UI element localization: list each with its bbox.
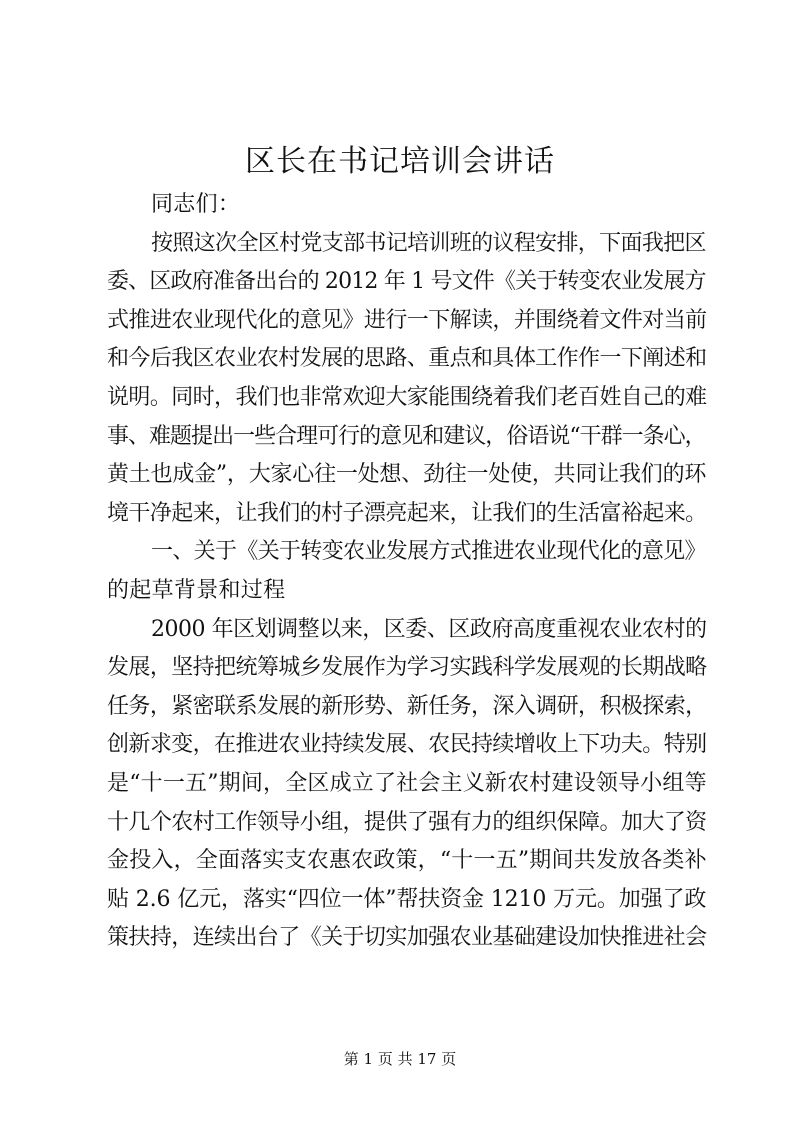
text-line: 和今后我区农业农村发展的思路、重点和具体工作作一下阐述和	[107, 346, 707, 372]
text-line: 是“十一五”期间，全区成立了社会主义新农村建设领导小组等	[107, 770, 707, 796]
text-line: 同志们：	[151, 192, 241, 217]
text-line: 贴 2.6 亿元，落实“四位一体”帮扶资金 1210 万元。加强了政	[107, 886, 707, 912]
text-line: 策扶持，连续出台了《关于切实加强农业基础建设加快推进社会	[107, 925, 707, 951]
document-title: 区长在书记培训会讲话	[245, 144, 555, 179]
text-line: 按照这次全区村党支部书记培训班的议程安排，下面我把区	[151, 230, 706, 256]
text-line: 的起草背景和过程	[107, 577, 286, 603]
text-line: 一、关于《关于转变农业发展方式推进农业现代化的意见》	[151, 539, 706, 565]
text-line: 说明。同时，我们也非常欢迎大家能围绕着我们老百姓自己的难	[107, 384, 707, 410]
text-line: 委、区政府准备出台的 2012 年 1 号文件《关于转变农业发展方	[107, 269, 706, 295]
text-line: 黄土也成金”，大家心往一处想、劲往一处使，共同让我们的环	[107, 462, 707, 488]
text-line: 境干净起来，让我们的村子漂亮起来，让我们的生活富裕起来。	[107, 500, 707, 526]
page-footer: 第 1 页 共 17 页	[343, 1050, 457, 1068]
text-line: 事、难题提出一些合理可行的意见和建议，俗语说“干群一条心，	[107, 423, 706, 449]
document-body	[107, 186, 707, 958]
text-line: 发展，坚持把统筹城乡发展作为学习实践科学发展观的长期战略	[107, 655, 707, 681]
text-line: 创新求变，在推进农业持续发展、农民持续增收上下功夫。特别	[107, 732, 707, 758]
text-line: 式推进农业现代化的意见》进行一下解读，并围绕着文件对当前	[107, 307, 707, 333]
text-line: 金投入，全面落实支农惠农政策，“十一五”期间共发放各类补	[107, 848, 707, 874]
text-line: 2000 年区划调整以来，区委、区政府高度重视农业农村的	[151, 616, 707, 642]
text-line: 十几个农村工作领导小组，提供了强有力的组织保障。加大了资	[107, 809, 707, 835]
text-line: 任务，紧密联系发展的新形势、新任务，深入调研，积极探索，	[107, 693, 707, 719]
